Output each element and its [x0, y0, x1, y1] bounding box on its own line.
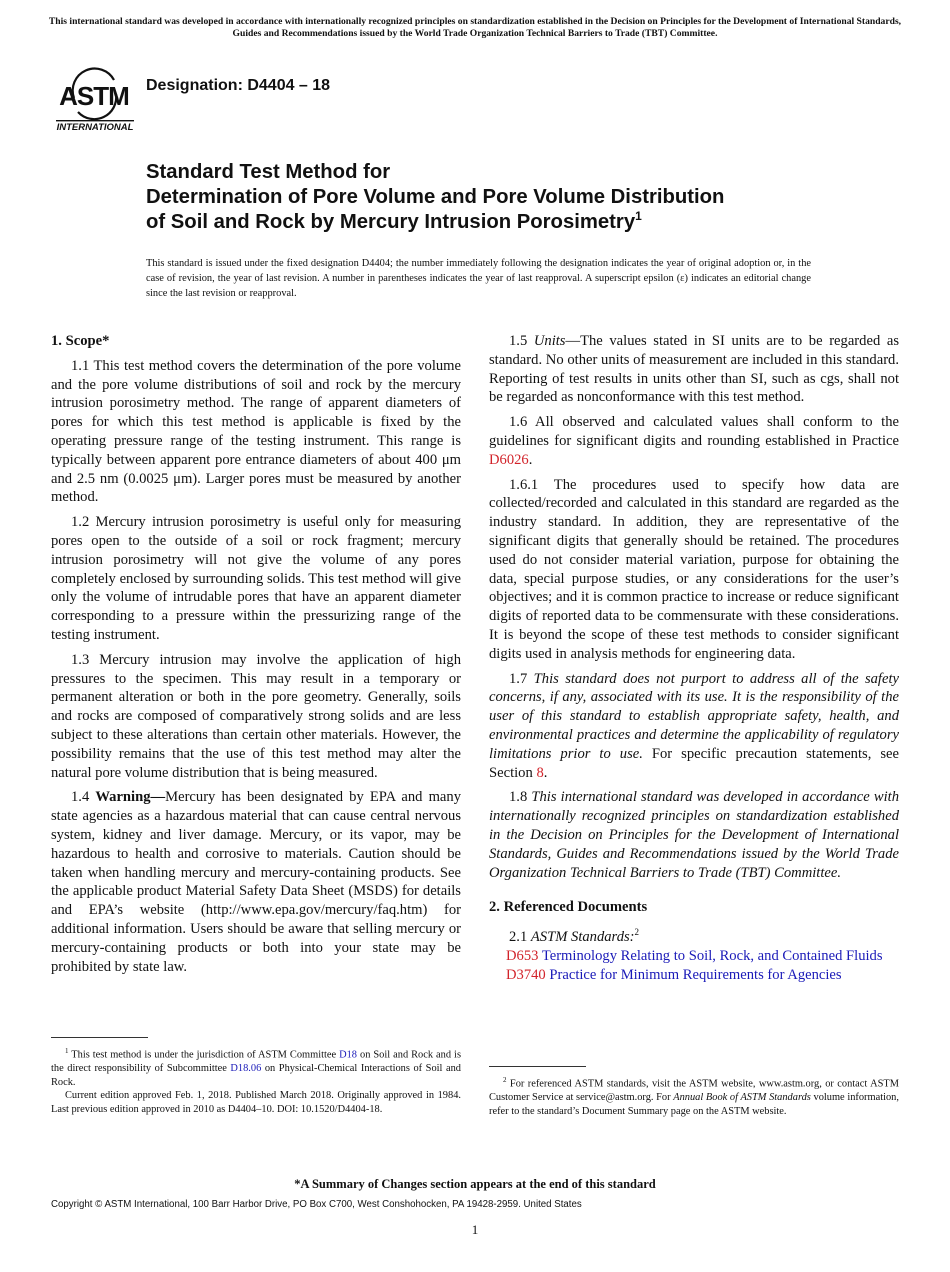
title-line-1: Standard Test Method for — [146, 161, 391, 183]
section-1-heading: 1. Scope* — [51, 333, 110, 349]
edition-note: Current edition approved Feb. 1, 2018. Published March 2018. Originally approved in 1984. Last previous edition approved in 2010 as D4404–10. DOI: 10.1520/D4404-18. — [51, 1090, 461, 1115]
section-2-heading: 2. Referenced Documents — [489, 899, 648, 916]
para-1-1: 1.1 This test method covers the determination of the pore volume and the pore volume distributions of soil and rock by the mercury intrusion porosimetry method. The range of apparent diameters of pores for which this test method is applicable is fixed by the operating pressure range of the testing instrument. This range is typically between apparent pore entrance diameters of about 400 μm and 2.5 nm (0.0025 μm). Larger pores must be measured by another method. — [51, 357, 461, 506]
para-1-2: 1.2 Mercury intrusion porosimetry is useful only for measuring pores open to the outside of a soil or rock fragment; mercury intrusion porosimetry will not give the volume of any pores completely enclosed by surrounding solids. This test method will give only the volume of intrudable pores that have an apparent diameter corresponding to a pressure within the pressurizing range of the testing instrument. — [51, 514, 461, 643]
summary-of-changes-note: *A Summary of Changes section appears at the end of this standard — [294, 1177, 656, 1191]
link-d18[interactable]: D18 — [339, 1049, 357, 1061]
link-d6026[interactable]: D6026 — [489, 451, 529, 468]
para-1-6-1: 1.6.1 The procedures used to specify how data are collected/recorded and calculated in this standard are regarded as the industry standard. In addition, they are representative of the significant digits that generally should be retained. The procedures used do not consider material variation, purpose for obtaining the data, special purpose studies, or any considerations for the user’s objectives; and it is common practice to increase or reduce significant digits of reported data to be commensurate with these considerations. It is beyond the scope of these test methods to consider significant digits used in analysis methods for engineering data. — [489, 476, 899, 662]
title-line-3: of Soil and Rock by Mercury Intrusion Porosimetry$^1$ — [146, 209, 642, 233]
para-1-8: 1.8 This international standard was developed in accordance with internationally recognized principles on standardization established in the Decision on Principles for the Development of International Standards, Guides and Recommendations issued by the World Trade Organization Technical Barriers to Trade (TBT) Committee. — [489, 789, 900, 881]
designation: Designation: D4404 – 18 — [146, 77, 331, 94]
ref-d653[interactable]: D653 Terminology Relating to Soil, Rock, and Contained Fluids — [506, 947, 883, 964]
logo-mark-text: ASTM — [59, 81, 129, 111]
document-title — [146, 160, 886, 235]
page-number: 1 — [471, 1222, 479, 1237]
title-footnote-mark: 1 — [635, 209, 642, 223]
issued-note: This standard is issued under the fixed designation D4404; the number immediately following the designation indicates the year of original adoption or, in the case of revision, the year of last revision. A number in parentheses indicates the year of last reapproval. A superscript epsilon (ε) indicates an editorial change since the last revision or reapproval. — [146, 258, 811, 299]
footnote-rule-right — [489, 1066, 586, 1067]
title-line-2: Determination of Pore Volume and Pore Volume Distribution — [146, 186, 725, 208]
para-1-6: 1.6 All observed and calculated values shall conform to the guidelines for significant digits and rounding established in Practice D6026. — [489, 414, 899, 468]
para-1-4: 1.4 Warning—Mercury has been designated by EPA and many state agencies as a hazardous material that can cause central nervous system, kidney and liver damage. Mercury, or its vapor, may be hazardous to health and corrosive to materials. Caution should be taken when handling mercury and mercury-containing products. See the applicable product Material Safety Data Sheet (MSDS) for details and EPA’s website (http://www.epa.gov/mercury/faq.htm) for additional information. Users should be aware that selling mercury or mercury-containing products or both into your state may be prohibited by state law. — [51, 789, 462, 975]
footnote-1: $^1$ This test method is under the jurisdiction of ASTM Committee D18 on Soil and Rock and is the direct responsibility of Subcommittee D18.06 on Physical-Chemical Interactions of Soil and Rock. Current edition approved Feb. 1, 2018. Published March 2018. Originally approved in 1984. Last previous edition approved in 2010 as D4404–10. DOI: 10.1520/D4404-18. — [51, 1047, 461, 1115]
copyright-line: Copyright © ASTM International, 100 Barr Harbor Drive, PO Box C700, West Conshohocken, PA 19428-2959. United States — [51, 1199, 582, 1210]
left-column — [51, 332, 461, 982]
footnote-rule-left — [51, 1037, 148, 1038]
footnote-2: $^2$ For referenced ASTM standards, visit the ASTM website, www.astm.org, or contact ASTM Customer Service at service@astm.org. For Annual Book of ASTM Standards volume information, refer to the standard’s Document Summary page on the ASTM website. — [489, 1076, 899, 1117]
tbt-banner: This international standard was developed in accordance with internationally recognized principles on standardization established in the Decision on Principles for the Development of International Standards, Guides and Recommendations issued by the World Trade Organization Technical Barriers to Trade (TBT) Committee. — [48, 16, 902, 39]
warning-label: Warning— — [95, 789, 166, 806]
logo-wordmark: INTERNATIONAL — [56, 122, 134, 132]
para-1-3: 1.3 Mercury intrusion may involve the application of high pressures to the specimen. This may result in a temporary or permanent alteration or both in the pore geometry. Generally, soils and rocks are composed of comparatively strong solids and are less subject to these alterations than certain other materials. However, the possibility remains that the use of this test method may alter the natural pore volume distribution that is being measured. — [51, 651, 461, 781]
right-column — [489, 332, 899, 984]
link-section-8[interactable]: 8 — [536, 764, 544, 781]
ref-d3740[interactable]: D3740 Practice for Minimum Requirements for Agencies — [506, 966, 842, 983]
para-2-1: 2.1 ASTM Standards:$^2$ — [509, 927, 640, 945]
astm-logo — [54, 58, 136, 132]
link-d18-06[interactable]: D18.06 — [230, 1063, 262, 1075]
para-1-5: 1.5 Units—The values stated in SI units are to be regarded as standard. No other units of measurement are included in this standard. Reporting of test results in units other than SI, such as cgs, shall not be regarded as nonconformance with this test method. — [489, 333, 899, 406]
para-1-7: 1.7 This standard does not purport to address all of the safety concerns, if any, associated with its use. It is the responsibility of the user of this standard to establish appropriate safety, health, and environmental practices and determine the applicability of regulatory limitations prior to use. For specific precaution statements, see Section 8. — [489, 670, 899, 781]
